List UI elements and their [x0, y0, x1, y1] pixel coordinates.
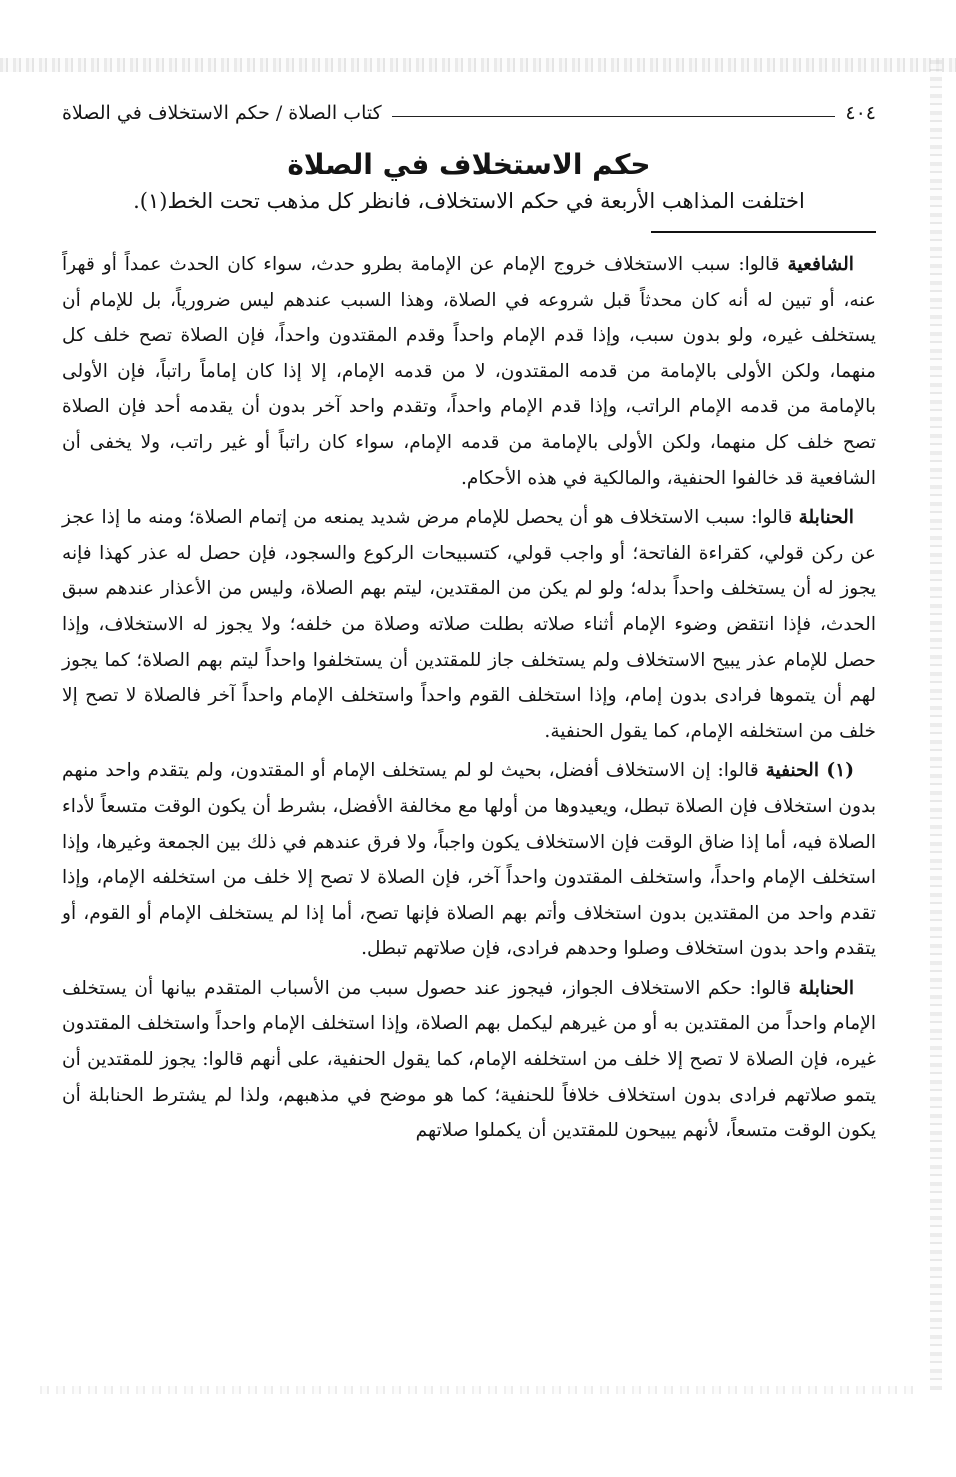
- scan-edge-right: [930, 60, 942, 1390]
- note-label: الشافعية: [787, 254, 854, 275]
- note-text: قالوا: إن الاستخلاف أفضل، بحيث لو لم يستخلف الإمام أو المقتدون، ولم يتقدم واحد منهم بدون استخلاف فإن الصلاة تبطل، ويعيدوها من أولها مع مخالفة الأفضل، بشرط أن يكون الوقت متسعاً لأداء الصلاة فيه، أما إذا ضاق الوقت فإن الاستخلاف يكون واجباً، ولا فرق عندهم في ذلك بين الجمعة وغيرها، وإذا استخلف الإمام واحداً، واستخلف المقتدون واحداً آخر، فإن الصلاة لا تصح إلا خلف من استخلفه الإمام، وإذا تقدم واحد من المقتدين بدون استخلاف وأتم بهم الصلاة فإنها تصح، أما إذا لم يستخلف الإمام أو القوم، أو يتقدم واحد بدون استخلاف وصلوا وحدهم فرادى، فإن صلاتهم تبطل.: [62, 760, 876, 960]
- note-text: قالوا: سبب الاستخلاف خروج الإمام عن الإمامة بطرو حدث، سواء كان الحدث عمداً أو قهراً عنه، أو تبين له أنه كان محدثاً قبل شروعه في الصلاة، وهذا السبب عندهم ليس ضرورياً، بل للإمام أن يستخلف غيره، ولو بدون سبب، وإذا قدم الإمام واحداً وقدم المقتدون واحداً، فإن الصلاة تصح خلف كل منهما، ولكن الأولى بالإمامة من قدمه المقتدون، لا من قدمه الإمام، إلا إذا كان إماماً راتباً، فإن الأولى بالإمامة من قدمه الإمام الراتب، وإذا قدم الإمام واحداً، وتقدم واحد آخر بدون أن يقدمه أحد فإن الصلاة تصح خلف كل منهما، ولكن الأولى بالإمامة من قدمه الإمام، سواء كان راتباً أو غير راتب، ولا يخفى أن الشافعية قد خالفوا الحنفية، والمالكية في هذه الأحكام.: [62, 254, 876, 489]
- note-hanafi: [62, 753, 876, 967]
- running-title: كتاب الصلاة / حكم الاستخلاف في الصلاة: [62, 102, 382, 124]
- note-label: الحنابلة: [798, 507, 854, 529]
- footnote-separator: [651, 231, 876, 233]
- note-shafii: [62, 247, 876, 496]
- header-rule: [392, 116, 836, 117]
- footnotes: [62, 247, 876, 1149]
- page-number: ٤٠٤: [845, 102, 876, 124]
- scan-edge-bottom: [40, 1386, 920, 1394]
- note-label: الحنابلة: [798, 977, 854, 999]
- intro-paragraph: اختلفت المذاهب الأربعة في حكم الاستخلاف، فانظر كل مذهب تحت الخط(١).: [133, 189, 805, 213]
- note-text: قالوا: حكم الاستخلاف الجواز، فيجوز عند حصول سبب من الأسباب المتقدم بيانها أن يستخلف الإمام واحداً من المقتدين به أو من غيرهم ليكمل بهم الصلاة، وإذا استخلف الإمام واحداً واستخلف المقتدون غيره، فإن الصلاة لا تصح إلا خلف من استخلفه الإمام، كما يقول الحنفية، على أنهم قالوا: يجوز للمقتدين أن يتمو صلاتهم فرادى بدون استخلاف خلافاً للحنفية؛ كما هو موضح في مذهبهم، ولذا لم يشترط الحنابلة أن يكون الوقت متسعاً، لأنهم يبيحون للمقتدين أن يكملوا صلاتهم: [62, 977, 876, 1142]
- note-hanbali-2: [62, 971, 876, 1149]
- page-title: حكم الاستخلاف في الصلاة: [287, 148, 651, 181]
- running-head: [62, 96, 876, 130]
- note-text: قالوا: سبب الاستخلاف هو أن يحصل للإمام مرض شديد يمنعه من إتمام الصلاة؛ ومنه ما إذا عجز عن ركن قولي، كقراءة الفاتحة؛ أو واجب قولي، كتسبيحات الركوع والسجود، فإن حصل له عذر كهذا فإنه يجوز له أن يستخلف واحداً بدله؛ ولو لم يكن من المقتدين، ليتم بهم الصلاة، وليس من الأعذار عندهم سبق الحدث، فإذا انتقض وضوء الإمام أثناء صلاته بطلت صلاته وصلاة من خلفه؛ ولا يجوز له الاستخلاف، وإذا حصل للإمام عذر يبيح الاستخلاف ولم يستخلف جاز للمقتدين أن يستخلفوا واحداً ليتم بهم الصلاة؛ كما يجوز لهم أن يتموها فرادى بدون إمام، وإذا استخلف القوم واحداً واستخلف الإمام واحداً آخر فالصلاة لا تصح إلا خلف من استخلفه الإمام، كما يقول الحنفية.: [62, 507, 876, 742]
- document-page: [62, 96, 876, 1386]
- scan-edge-top: [0, 58, 956, 72]
- note-label: (١) الحنفية: [765, 760, 854, 782]
- note-hanbali: [62, 500, 876, 749]
